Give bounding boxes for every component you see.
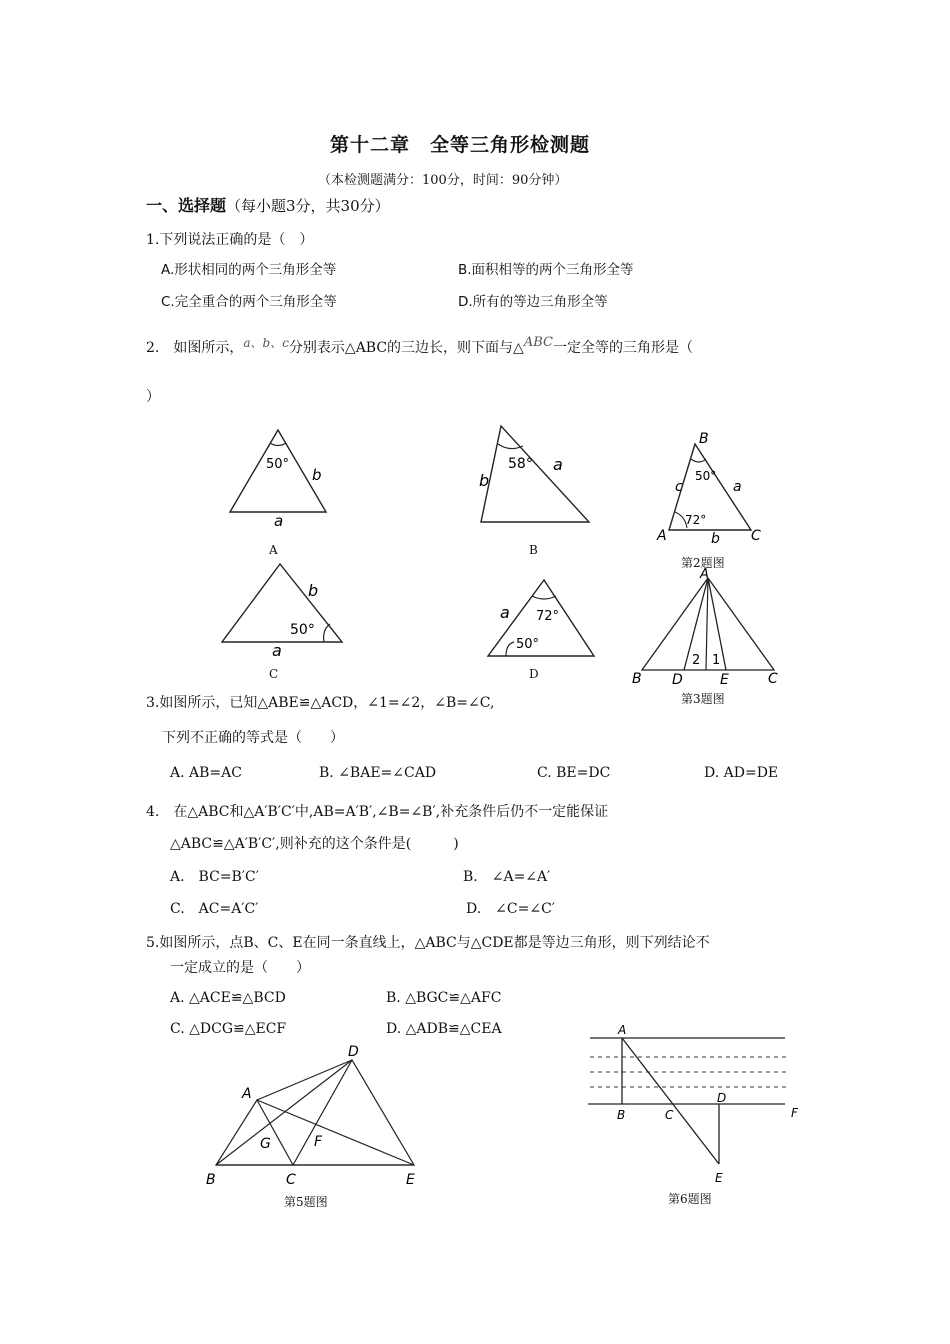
q2-figure-d-label: D [529, 667, 539, 681]
q3-figure-label-a: A [700, 567, 709, 582]
q2-figure-c [218, 560, 346, 660]
q2-figure-a-side-b: b [312, 466, 322, 484]
q2-figure-c-triangle [222, 564, 342, 642]
q5-figure-triangle-cde [293, 1060, 414, 1165]
q5-figure-line-ae [257, 1100, 414, 1165]
q2-figure-c-side-a: a [272, 641, 282, 660]
q6-figure-label-c: C [665, 1108, 674, 1122]
q4-option-a: A. BC=B′C′ [170, 869, 259, 885]
q2-stem-close: ） [146, 389, 160, 405]
q3-option-d: D. AD=DE [704, 765, 779, 781]
q5-figure-label-c: C [286, 1172, 296, 1188]
q2-abc-upper: ABC [523, 335, 553, 350]
q2-figure-d [484, 576, 600, 660]
q2-reference-figure [655, 428, 770, 550]
q2-stem-mid: 分别表示△ABC的三边长，则下面与△ [288, 340, 524, 356]
q1-option-b: B.面积相等的两个三角形全等 [458, 262, 634, 278]
q4-stem-2: △ABC≌△A′B′C′,则补充的这个条件是( ) [170, 836, 459, 852]
q3-option-c: C. BE=DC [537, 765, 611, 781]
q2-reference-angle-72: 72° [685, 513, 707, 527]
q3-figure-angle-2: 2 [692, 653, 701, 668]
q3-stem-2: 下列不正确的等式是（ ） [162, 730, 344, 746]
q2-caption: 第2题图 [681, 556, 725, 570]
q2-reference-angle-50: 50° [695, 469, 717, 483]
q3-option-a: A. AB=AC [170, 765, 242, 781]
q6-figure-label-e: E [715, 1171, 723, 1185]
q2-figure-c-label: C [269, 667, 279, 681]
q3-figure-label-b: B [632, 671, 642, 687]
q3-figure [628, 566, 788, 690]
page-subtitle: （本检测题满分：100分，时间：90分钟） [318, 173, 568, 188]
q4-option-d: D. ∠C=∠C′ [466, 901, 555, 917]
q1-stem: 1.下列说法正确的是（ ） [146, 232, 314, 248]
q4-option-b: B. ∠A=∠A′ [463, 869, 551, 885]
q3-figure-label-e: E [720, 672, 729, 688]
q2-figure-a-side-a: a [274, 512, 284, 528]
q2-figure-d-angle-72: 72° [536, 609, 560, 624]
q1-option-a: A.形状相同的两个三角形全等 [161, 262, 337, 278]
q2-reference-label-a: A [657, 528, 667, 544]
section-label: 一、选择题 [146, 196, 227, 215]
q2-figure-a-angle-arc [270, 443, 286, 446]
q2-figure-d-angle-arc-left [506, 642, 514, 656]
q1-option-c: C.完全重合的两个三角形全等 [161, 294, 337, 310]
q3-figure-angle-1: 1 [712, 653, 721, 668]
q2-figure-d-angle-50: 50° [516, 637, 540, 652]
q5-figure-label-e: E [406, 1172, 415, 1188]
q5-figure-label-d: D [348, 1044, 359, 1060]
q2-reference-side-a: a [733, 479, 742, 495]
q3-figure-line-inner [706, 578, 708, 670]
q2-figure-d-angle-arc-top [532, 596, 556, 599]
q3-figure-label-c: C [768, 671, 778, 687]
q5-figure-label-g: G [260, 1136, 271, 1152]
q6-figure [585, 1020, 805, 1190]
q5-stem-2: 一定成立的是（ ） [170, 960, 310, 976]
q5-figure-label-a: A [242, 1086, 252, 1102]
q2-figure-b-side-a: a [553, 455, 563, 474]
q2-figure-a-angle: 50° [266, 457, 290, 472]
q2-stem-suffix: 一定全等的三角形是（ [552, 340, 693, 356]
q2-reference-label-c: C [751, 528, 761, 544]
q2-figure-d-side-a: a [500, 603, 510, 622]
q2-figure-b [475, 422, 595, 528]
q2-reference-side-b: b [711, 531, 720, 547]
q2-figure-a-label: A [269, 543, 278, 557]
q2-figure-a [226, 428, 330, 528]
q2-reference-side-c: c [675, 479, 683, 495]
q2-figure-b-angle: 58° [508, 456, 533, 472]
q5-figure-label-b: B [206, 1172, 216, 1188]
q5-figure [200, 1040, 430, 1190]
q3-figure-label-d: D [672, 672, 683, 688]
q1-option-d: D.所有的等边三角形全等 [458, 294, 608, 310]
q5-caption: 第5题图 [284, 1195, 328, 1209]
q5-figure-line-ad [257, 1060, 352, 1100]
q2-figure-c-side-b: b [308, 581, 319, 600]
q5-option-d: D. △ADB≌△CEA [386, 1021, 502, 1037]
q2-reference-arc-b [691, 459, 706, 462]
page-title: 第十二章 全等三角形检测题 [330, 134, 591, 156]
q3-caption: 第3题图 [681, 692, 725, 706]
q2-figure-c-angle: 50° [290, 622, 315, 638]
section-note: （每小题3分，共30分） [226, 197, 390, 215]
q2-stem [146, 337, 693, 357]
q5-stem: 5.如图所示，点B、C、E在同一条直线上，△ABC与△CDE都是等边三角形，则下列结论不 [146, 935, 710, 951]
q2-figure-b-side-b: b [479, 471, 490, 490]
q6-figure-label-f: F [791, 1106, 798, 1120]
q2-figure-b-label: B [529, 543, 538, 557]
q2-abc: a、b、c [243, 336, 289, 350]
q2-figure-b-triangle [481, 426, 589, 522]
q3-option-b: B. ∠BAE=∠CAD [319, 765, 437, 781]
q6-caption: 第6题图 [668, 1192, 712, 1206]
q5-figure-label-f: F [314, 1134, 323, 1150]
q6-figure-label-b: B [617, 1108, 626, 1122]
q6-figure-label-a: A [618, 1023, 627, 1037]
q2-reference-label-b: B [699, 431, 709, 447]
q4-option-c: C. AC=A′C′ [170, 901, 259, 917]
q4-stem: 4. 在△ABC和△A′B′C′中,AB=A′B′,∠B=∠B′,补充条件后仍不一定能保证 [146, 804, 609, 820]
q5-option-b: B. △BGC≌△AFC [386, 990, 502, 1006]
q5-option-c: C. △DCG≌△ECF [170, 1021, 287, 1037]
q5-option-a: A. △ACE≌△BCD [170, 990, 286, 1006]
q2-stem-prefix: 2. 如图所示， [146, 340, 244, 356]
q3-stem: 3.如图所示，已知△ABE≌△ACD，∠1=∠2，∠B=∠C, [146, 695, 495, 711]
q6-figure-label-d: D [717, 1091, 727, 1105]
section-heading [146, 193, 390, 216]
